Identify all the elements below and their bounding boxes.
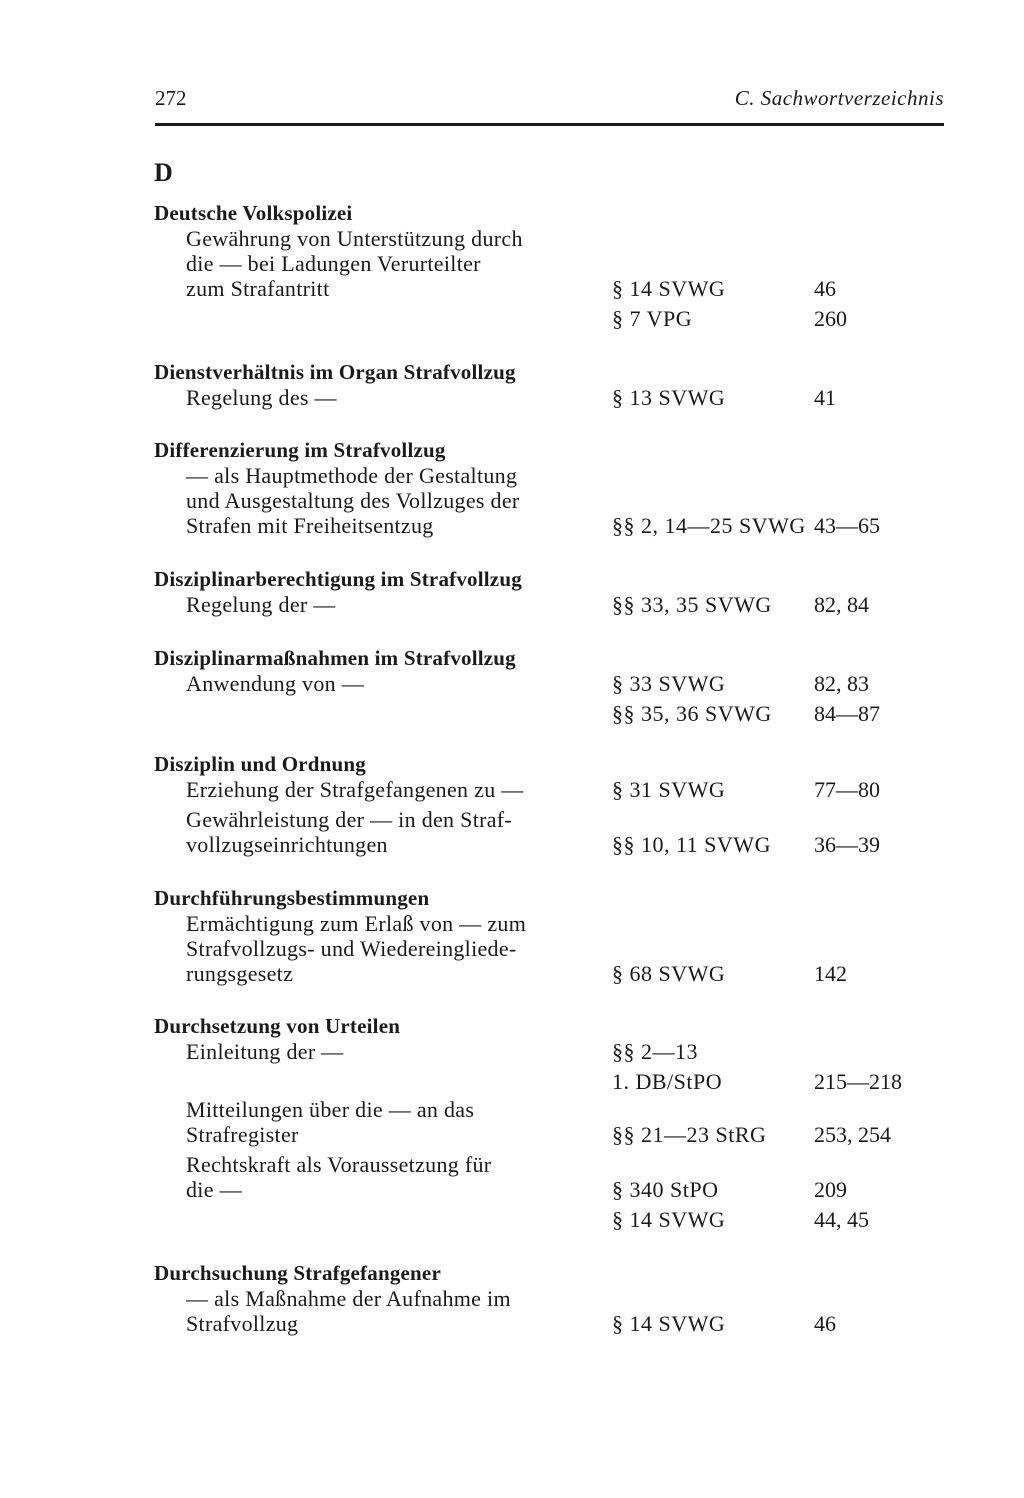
entry-item [154, 671, 914, 696]
item-text: Mitteilungen über die — an das Strafregister [186, 1097, 475, 1147]
item-page: 209 [814, 1177, 847, 1202]
entry-term: Durchführungsbestimmungen [154, 886, 430, 910]
item-text: Ermächtigung zum Erlaß von — zum Strafvollzugs- und Wiedereingliede- rungsgesetz [186, 911, 527, 986]
entry-item [154, 385, 914, 410]
page-number: 272 [155, 86, 187, 110]
item-reference: § 14 SVWG [612, 1207, 726, 1232]
index-entry [154, 751, 914, 857]
index-entry [154, 645, 914, 726]
item-reference: § 33 SVWG [612, 671, 726, 696]
item-reference: §§ 21—23 StRG [612, 1122, 767, 1147]
item-reference: § 14 SVWG [612, 276, 726, 301]
entry-item [154, 301, 914, 331]
page-header [155, 86, 944, 116]
entry-item [154, 1039, 914, 1064]
item-text: Gewährung von Unterstützung durch die — bei Ladungen Verurteilter zum Strafantritt [186, 226, 523, 301]
entry-item [154, 1286, 914, 1336]
entry-item [154, 696, 914, 726]
entry-term: Durchsuchung Strafgefangener [154, 1261, 441, 1285]
entry-term: Deutsche Volkspolizei [154, 201, 353, 225]
item-page: 46 [814, 1311, 836, 1336]
item-text: — als Hauptmethode der Gestaltung und Ausgestaltung des Vollzuges der Strafen mit Freiheitsentzug [186, 463, 520, 538]
item-page: 82, 84 [814, 592, 869, 617]
entry-term: Dienstverhältnis im Organ Strafvollzug [154, 360, 516, 384]
item-reference: § 68 SVWG [612, 961, 726, 986]
item-reference: § 340 StPO [612, 1177, 719, 1202]
item-page: 215—218 [814, 1069, 902, 1094]
item-reference: §§ 35, 36 SVWG [612, 701, 772, 726]
item-text: Regelung der — [186, 592, 336, 617]
item-page: 43—65 [814, 513, 880, 538]
item-page: 44, 45 [814, 1207, 869, 1232]
entry-item [154, 592, 914, 617]
item-page: 260 [814, 306, 847, 331]
entry-term: Differenzierung im Strafvollzug [154, 438, 446, 462]
item-page: 41 [814, 385, 836, 410]
item-page: 142 [814, 961, 847, 986]
item-page: 36—39 [814, 832, 880, 857]
item-reference: § 31 SVWG [612, 777, 726, 802]
entry-item [154, 226, 914, 301]
item-reference: § 7 VPG [612, 306, 693, 331]
entry-term: Disziplinarberechtigung im Strafvollzug [154, 567, 522, 591]
index-entry [154, 1013, 914, 1232]
entry-item [154, 1097, 914, 1147]
item-reference: §§ 10, 11 SVWG [612, 832, 771, 857]
item-page: 253, 254 [814, 1122, 891, 1147]
index-entry [154, 1260, 914, 1336]
section-letter: D [154, 158, 173, 187]
entry-item [154, 1202, 914, 1232]
item-page: 84—87 [814, 701, 880, 726]
entry-item [154, 911, 914, 986]
index-entry [154, 885, 914, 986]
item-reference: §§ 33, 35 SVWG [612, 592, 772, 617]
item-reference: §§ 2—13 [612, 1039, 698, 1064]
item-page: 77—80 [814, 777, 880, 802]
index-entry [154, 437, 914, 538]
entry-item [154, 463, 914, 538]
entry-item [154, 1064, 914, 1094]
index-entry [154, 200, 914, 331]
item-text: Regelung des — [186, 385, 337, 410]
item-page: 82, 83 [814, 671, 869, 696]
item-reference: §§ 2, 14—25 SVWG [612, 513, 806, 538]
header-rule [155, 123, 944, 126]
index-entry [154, 566, 914, 617]
entry-term: Disziplin und Ordnung [154, 752, 366, 776]
entry-item [154, 1152, 914, 1202]
item-text: Gewährleistung der — in den Straf- vollzugseinrichtungen [186, 807, 513, 857]
running-title: C. Sachwortverzeichnis [734, 86, 944, 110]
entry-item [154, 807, 914, 857]
item-page: 46 [814, 276, 836, 301]
index-entry [154, 359, 914, 410]
entry-term: Disziplinarmaßnahmen im Strafvollzug [154, 646, 516, 670]
item-reference: § 13 SVWG [612, 385, 726, 410]
entry-item [154, 777, 914, 802]
item-reference: 1. DB/StPO [612, 1069, 723, 1094]
item-text: Einleitung der — [186, 1039, 344, 1064]
item-text: — als Maßnahme der Aufnahme im Strafvollzug [186, 1286, 511, 1336]
item-text: Erziehung der Strafgefangenen zu — [186, 777, 524, 802]
item-reference: § 14 SVWG [612, 1311, 726, 1336]
entry-term: Durchsetzung von Urteilen [154, 1014, 401, 1038]
item-text: Anwendung von — [186, 671, 365, 696]
item-text: Rechtskraft als Voraussetzung für die — [186, 1152, 492, 1202]
